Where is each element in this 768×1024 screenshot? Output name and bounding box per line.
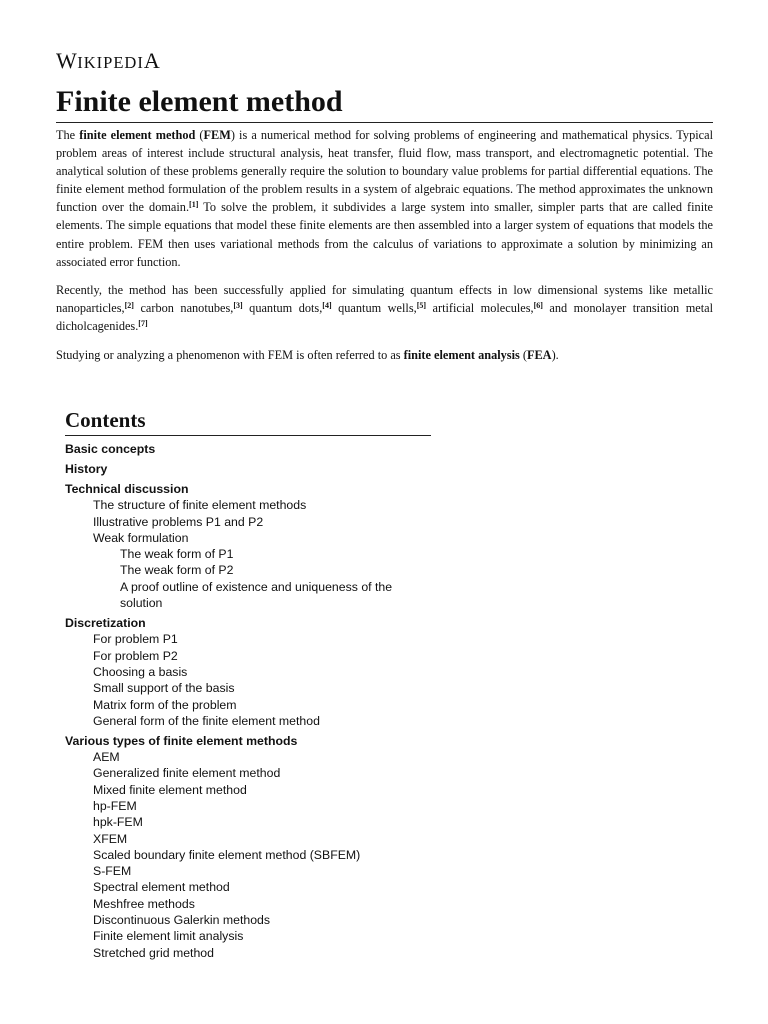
term-fem: FEM: [203, 128, 231, 142]
toc-subsection-link[interactable]: Weak formulation: [93, 530, 189, 545]
toc-subsection-link[interactable]: Finite element limit analysis: [93, 929, 244, 944]
toc-subsection-link[interactable]: Spectral element method: [93, 880, 230, 895]
toc-subsection-link[interactable]: Mixed finite element method: [93, 782, 247, 797]
wikipedia-wordmark[interactable]: [56, 48, 160, 74]
text-run: (: [519, 348, 527, 363]
wordmark-part: A: [143, 48, 161, 73]
term-finite-element-method: finite element method: [79, 128, 196, 142]
toc-section-link[interactable]: Technical discussion: [65, 481, 189, 496]
term-finite-element-analysis: finite element analysis: [403, 348, 520, 363]
toc-subsection-link[interactable]: Stretched grid method: [93, 945, 214, 960]
toc-subsection-link[interactable]: Choosing a basis: [93, 664, 188, 679]
toc-subsubsection-link[interactable]: The weak form of P1: [120, 547, 234, 562]
page-title: Finite element method: [56, 84, 713, 123]
intro-paragraph-1: [56, 126, 713, 271]
toc-subsection-link[interactable]: General form of the finite element method: [93, 713, 320, 728]
text-run: ).: [551, 348, 559, 363]
toc-subsection-link[interactable]: hp-FEM: [93, 798, 137, 813]
article-body: [56, 126, 713, 375]
toc-section-link[interactable]: History: [65, 461, 108, 476]
toc-section-link[interactable]: Various types of finite element methods: [65, 733, 298, 748]
toc-subsection-link[interactable]: The structure of finite element methods: [93, 498, 307, 513]
toc-title: Contents: [65, 406, 431, 436]
toc-subsection-link[interactable]: For problem P1: [93, 632, 178, 647]
toc-subsection-link[interactable]: XFEM: [93, 831, 128, 846]
text-run: Studying or analyzing a phenomenon with FEM is often referred to as: [56, 348, 404, 363]
toc-subsection-link[interactable]: S-FEM: [93, 864, 132, 879]
text-run: (: [195, 128, 204, 142]
wordmark-part: W: [56, 48, 78, 73]
toc-subsubsection-link[interactable]: A proof outline of existence and uniqueness of the solution: [120, 579, 393, 611]
text-run: Recently, the method has been successfully applied for simulating quantum effects in low dimensional systems like metallic nanoparticles,: [56, 283, 713, 316]
toc-subsection-link[interactable]: Illustrative problems P1 and P2: [93, 514, 264, 529]
citation-link-7[interactable]: [7]: [138, 319, 148, 329]
citation-link-1[interactable]: [1]: [189, 200, 199, 210]
text-run: The: [56, 128, 80, 142]
toc-section-link[interactable]: Basic concepts: [65, 442, 156, 456]
toc-subsection-link[interactable]: Generalized finite element method: [93, 766, 281, 781]
toc-subsection-link[interactable]: hpk-FEM: [93, 815, 143, 830]
toc-subsection-link[interactable]: Scaled boundary finite element method (SBFEM): [93, 847, 361, 862]
citation-link-3[interactable]: [3]: [233, 301, 243, 311]
toc-list: [65, 441, 431, 961]
toc-subsection-link[interactable]: For problem P2: [93, 648, 178, 663]
text-run: quantum wells,: [331, 301, 417, 316]
intro-paragraph-3: [56, 346, 713, 364]
wordmark-part: IKIPEDI: [77, 53, 144, 72]
toc-subsection-link[interactable]: Discontinuous Galerkin methods: [93, 913, 271, 928]
citation-link-6[interactable]: [6]: [533, 301, 543, 311]
text-run: quantum dots,: [242, 301, 323, 316]
table-of-contents: [65, 406, 431, 961]
citation-link-2[interactable]: [2]: [124, 301, 134, 311]
citation-link-5[interactable]: [5]: [416, 301, 427, 311]
text-run: ) is a numerical method for solving problems of engineering and mathematical physics. Typical problem areas of interest include structural analysis, heat transfer, fluid flow, mass transport, and electromagnetic potential. The analytical solution of these problems generally require the solution to boundary value problems for partial differential equations. The finite element method formulation of the problem results in a system of algebraic equations. The method approximates the unknown function over the domain.: [56, 128, 713, 215]
toc-subsubsection-link[interactable]: The weak form of P2: [120, 563, 234, 578]
toc-subsection-link[interactable]: AEM: [93, 750, 120, 765]
toc-subsection-link[interactable]: Matrix form of the problem: [93, 697, 237, 712]
citation-link-4[interactable]: [4]: [322, 301, 332, 311]
intro-paragraph-2: [56, 281, 713, 335]
text-run: and monolayer transition metal dicholcagenides.: [56, 301, 714, 334]
toc-subsection-link[interactable]: Meshfree methods: [93, 896, 195, 911]
term-fea: FEA: [526, 348, 552, 363]
text-run: artificial molecules,: [426, 301, 534, 316]
text-run: carbon nanotubes,: [133, 301, 234, 316]
toc-subsection-link[interactable]: Small support of the basis: [93, 681, 235, 696]
toc-section-link[interactable]: Discretization: [65, 616, 146, 631]
text-run: To solve the problem, it subdivides a large system into smaller, simpler parts that are called finite elements. The simple equations that model these finite elements are then assembled into a larger system of equations that models the entire problem. FEM then uses variational methods from the calculus of variations to approximate a solution by minimizing an associated error function.: [56, 200, 713, 269]
